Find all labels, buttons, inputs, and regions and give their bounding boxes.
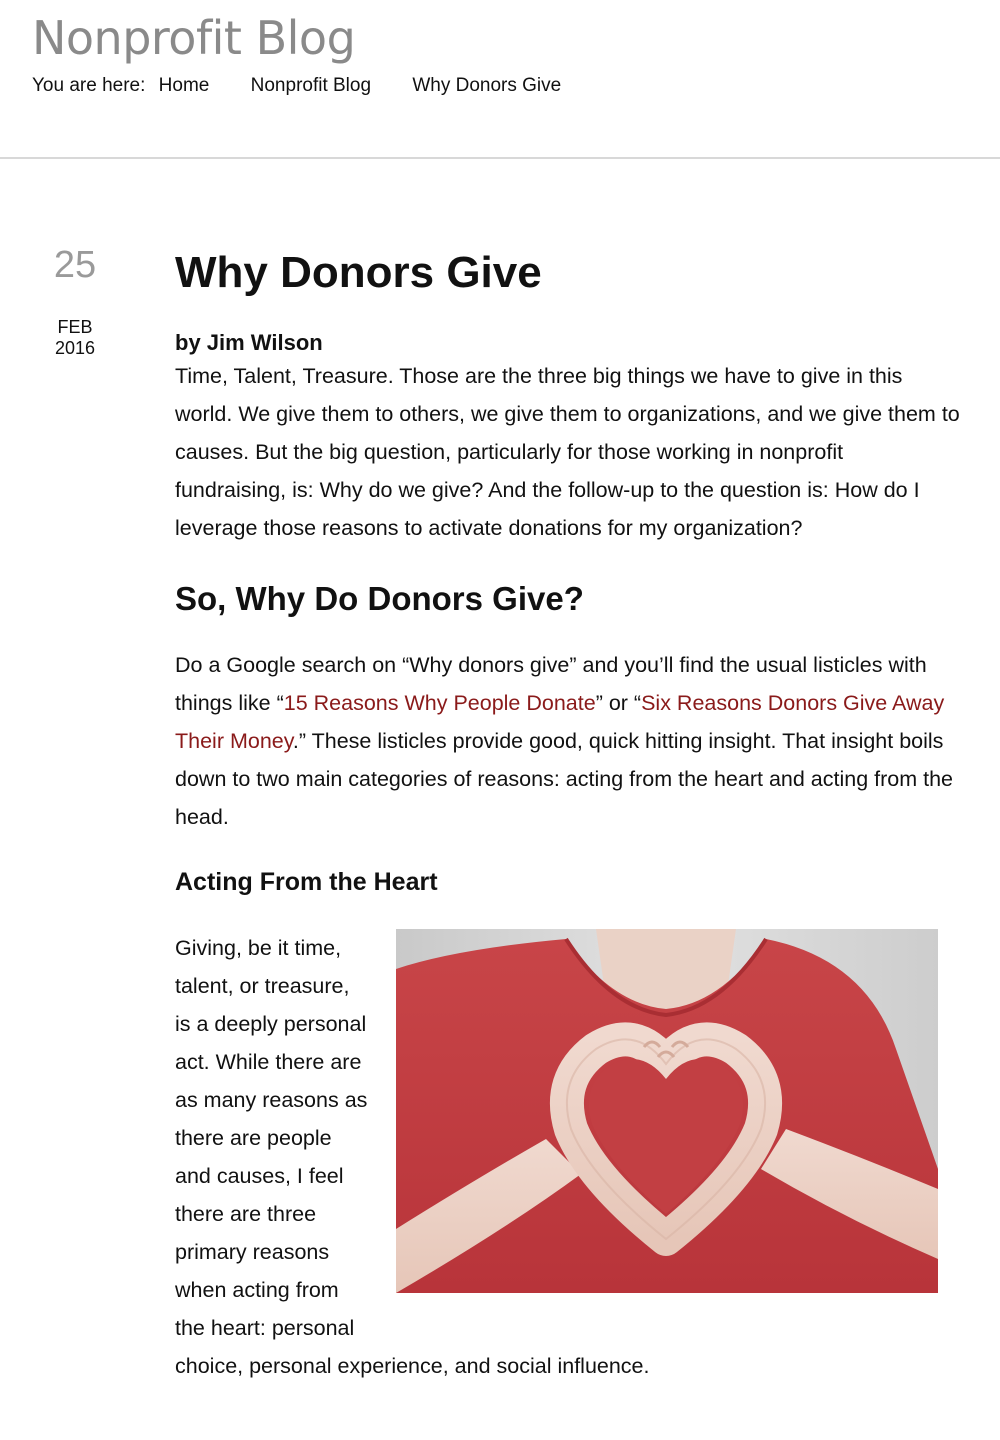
- section-text-3: .” These listicles provide good, quick hitting insight. That insight boils down to two main categories of reasons: acting from the heart and acting from the head.: [175, 729, 953, 829]
- heart-line: Giving, be it time,: [175, 936, 342, 960]
- site-title[interactable]: Nonprofit Blog: [32, 11, 356, 65]
- post-date-month: FEB: [57, 317, 93, 337]
- section-text-2: ” or “: [595, 691, 642, 715]
- article: [175, 240, 960, 1379]
- subheading-acting-from-heart: Acting From the Heart: [175, 868, 438, 896]
- breadcrumb-nonprofit-blog[interactable]: Nonprofit Blog: [250, 75, 372, 96]
- post-title: Why Donors Give: [175, 248, 542, 297]
- heart-line-last: choice, personal experience, and social influence.: [175, 1354, 650, 1378]
- heart-section: [175, 929, 960, 1379]
- post-date: [30, 243, 120, 359]
- heart-paragraph: [175, 929, 389, 1347]
- heart-line: when acting from: [175, 1278, 339, 1302]
- heart-line: the heart: personal: [175, 1316, 355, 1340]
- breadcrumb-home[interactable]: Home: [158, 75, 210, 96]
- post-date-day: 25: [53, 244, 97, 286]
- post-byline: by Jim Wilson: [175, 330, 323, 355]
- link-six-reasons[interactable]: Six Reasons Donors Give Away Their Money: [175, 691, 945, 753]
- link-15-reasons[interactable]: 15 Reasons Why People Donate: [283, 691, 596, 715]
- breadcrumb-prefix: You are here:: [32, 75, 146, 96]
- heart-line: there are three: [175, 1202, 317, 1226]
- heart-hands-illustration: [396, 929, 938, 1293]
- heart-line: is a deeply personal: [175, 1012, 367, 1036]
- breadcrumb-current-page[interactable]: Why Donors Give: [412, 75, 562, 96]
- breadcrumb: [32, 74, 561, 98]
- heart-hands-photo: [396, 929, 938, 1293]
- section-text-1: Do a Google search on “Why donors give” and you’ll find the usual listicles with things like “: [175, 653, 927, 715]
- heart-line: act. While there are: [175, 1050, 362, 1074]
- intro-paragraph: Time, Talent, Treasure. Those are the three big things we have to give in this world. We give them to others, we give them to organizations, and we give them to causes. But the big question, particularly for those working in nonprofit fundraising, is: Why do we give? And the follow-up to the question is: How do I leverage those reasons to activate donations for my organization?: [175, 364, 960, 540]
- site-header: [0, 0, 1000, 159]
- heart-line: there are people: [175, 1126, 332, 1150]
- heart-line: talent, or treasure,: [175, 974, 350, 998]
- heart-line: and causes, I feel: [175, 1164, 344, 1188]
- post-date-year: 2016: [54, 338, 96, 358]
- section-heading: So, Why Do Donors Give?: [175, 580, 584, 617]
- heart-line: primary reasons: [175, 1240, 330, 1264]
- section-paragraph: [175, 646, 960, 836]
- heart-line: as many reasons as: [175, 1088, 368, 1112]
